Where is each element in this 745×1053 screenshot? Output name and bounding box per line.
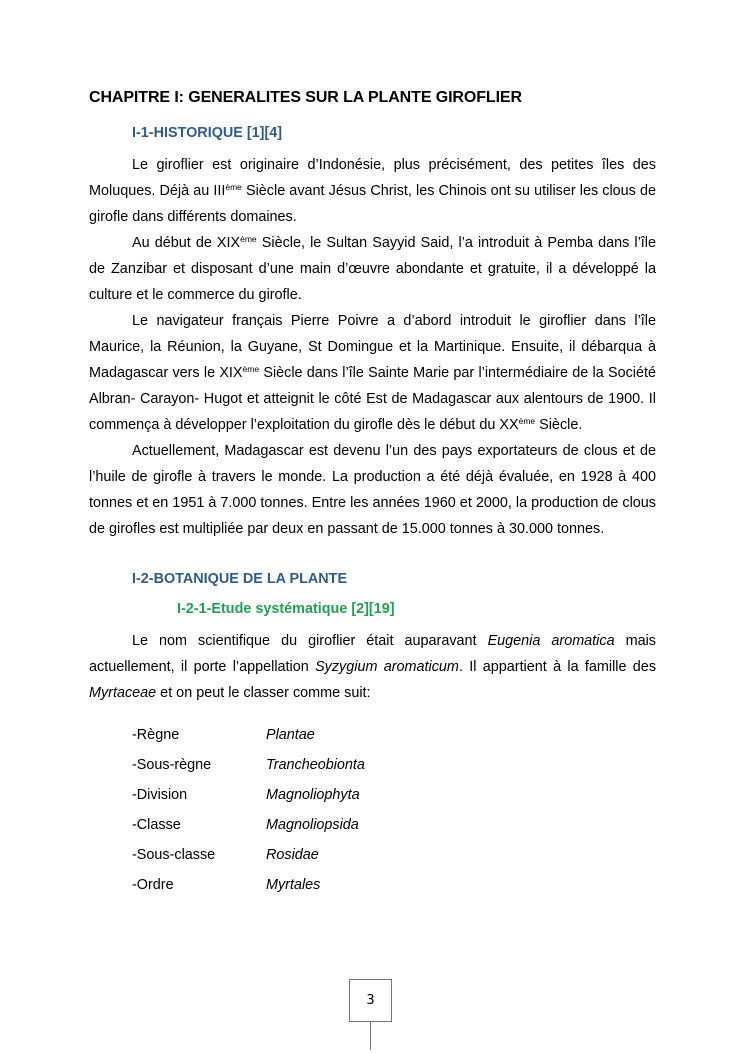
document-page	[89, 86, 656, 900]
taxonomy-rank: -Division	[132, 787, 188, 803]
superscript: ème	[242, 364, 260, 374]
paragraph-text: et on peut le classer comme suit:	[156, 685, 371, 701]
species-name: Syzygium aromaticum	[315, 659, 459, 675]
paragraph-origin	[89, 152, 656, 230]
section-spacer	[89, 542, 656, 568]
taxonomy-name: Trancheobionta	[266, 757, 365, 773]
superscript: ème	[518, 416, 536, 426]
paragraph-text: Siècle.	[535, 417, 583, 433]
taxonomy-name: Magnoliophyta	[266, 787, 360, 803]
paragraph-scientific-name	[89, 628, 656, 706]
paragraph-poivre	[89, 308, 656, 438]
taxonomy-row	[132, 810, 656, 840]
taxonomy-row	[132, 840, 656, 870]
taxonomy-name: Myrtales	[266, 877, 321, 893]
paragraph-text: Siècle dans l’île Sainte Marie par l’intermédiaire de la Société Albran- Carayon- Hugot et atteignit le côté Est de Madagascar aux alentours de 1900. Il commença à développer l’exploitation du girofle dès le début du XX	[89, 365, 656, 433]
taxonomy-rank: -Sous-classe	[132, 847, 216, 863]
superscript: ème	[240, 234, 257, 244]
superscript: ème	[225, 182, 242, 192]
paragraph-production: Actuellement, Madagascar est devenu l’un des pays exportateurs de clous et de l’huile de girofle à travers le monde. La production a été déjà évaluée, en 1928 à 400 tonnes et en 1951 à 7.000 tonnes. Entre les années 1960 et 2000, la production de clous de girofles est multipliée par deux en passant de 15.000 tonnes à 30.000 tonnes.	[89, 443, 656, 537]
taxonomy-rank: -Classe	[132, 817, 181, 833]
subsection-label: I-2-1-Etude systématique	[177, 601, 352, 617]
taxonomy-row	[132, 720, 656, 750]
paragraph-text: Le giroflier est originaire d’Indonésie, plus précisément, des petites îles des Moluques. Déjà au III	[89, 157, 656, 199]
paragraph-text: Siècle, le Sultan Sayyid Said, l’a introduit à Pemba dans l’île de Zanzibar et disposant d’une main d’œuvre abondante et gratuite, il a développé la culture et le commerce du girofle.	[89, 235, 656, 303]
paragraph-text: Le navigateur français Pierre Poivre a d’abord introduit le giroflier dans l’île Maurice, la Réunion, la Guyane, St Domingue et la Martinique. Ensuite, il débarqua à Madagascar vers le XIX	[89, 313, 656, 381]
section-title-historique: I-1-HISTORIQUE [1][4]	[132, 125, 283, 141]
paragraph-text: Siècle avant Jésus Christ, les Chinois ont su utiliser les clous de girofle dans différents domaines.	[89, 183, 656, 225]
taxonomy-rank: -Sous-règne	[132, 757, 212, 773]
section-title-botanique: I-2-BOTANIQUE DE LA PLANTE	[132, 571, 348, 587]
taxonomy-name: Magnoliopsida	[266, 817, 359, 833]
taxonomy-name: Rosidae	[266, 847, 319, 863]
paragraph-text: . Il appartient à la famille des	[458, 659, 657, 675]
subsection-title-etude	[177, 598, 656, 620]
chapter-title: CHAPITRE I: GENERALITES SUR LA PLANTE GIROFLIER	[89, 89, 522, 106]
taxonomy-row	[132, 780, 656, 810]
taxonomy-rank: -Ordre	[132, 877, 174, 893]
taxonomy-name: Plantae	[266, 727, 315, 743]
page-number: 3	[349, 979, 392, 1022]
paragraph-zanzibar	[89, 230, 656, 308]
taxonomy-list	[132, 720, 656, 900]
family-name: Myrtaceae	[89, 685, 157, 701]
subsection-ref: [2][19]	[351, 601, 395, 617]
species-name: Eugenia aromatica	[487, 633, 615, 649]
paragraph-text: Au début de XIX	[132, 235, 241, 251]
taxonomy-row	[132, 750, 656, 780]
taxonomy-rank: -Règne	[132, 727, 180, 743]
paragraph-text: Le nom scientifique du giroflier était auparavant	[132, 633, 488, 649]
page-number-divider	[370, 1022, 371, 1050]
paragraph-text: mais actuellement, il porte l’appellation	[89, 633, 656, 675]
taxonomy-row	[132, 870, 656, 900]
